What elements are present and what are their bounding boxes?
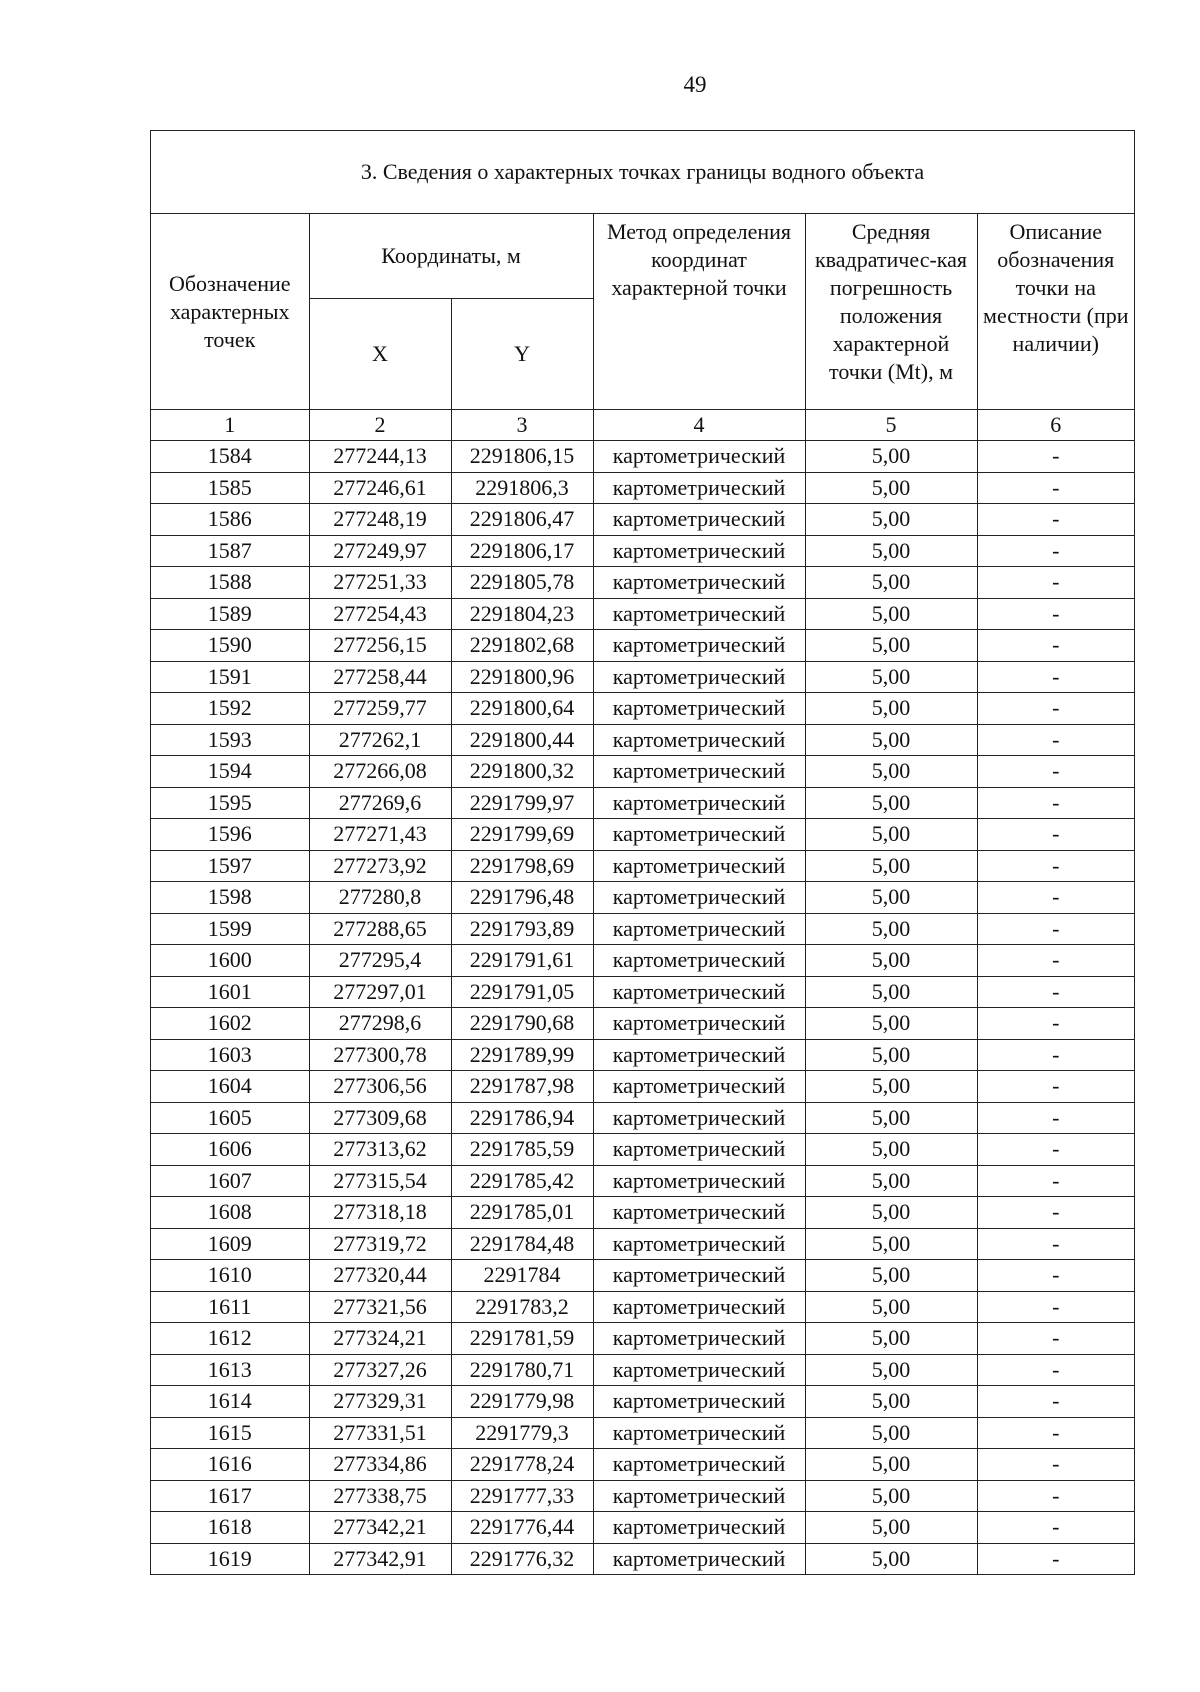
point-designation: 1619 [151, 1543, 309, 1574]
table-row [151, 630, 1134, 662]
point-designation: 1596 [151, 819, 309, 851]
header-description: Описание обозначения точки на местности (при наличии) [977, 214, 1134, 410]
point-description: - [977, 1039, 1134, 1071]
table-row [151, 472, 1134, 504]
point-designation: 1609 [151, 1228, 309, 1260]
column-number: 4 [593, 410, 805, 441]
rmse: 5,00 [805, 913, 977, 945]
point-description: - [977, 1480, 1134, 1512]
method: картометрический [593, 1512, 805, 1544]
rmse: 5,00 [805, 1512, 977, 1544]
method: картометрический [593, 1480, 805, 1512]
coord-y: 2291787,98 [451, 1071, 593, 1103]
coord-x: 277329,31 [309, 1386, 451, 1418]
point-description: - [977, 1417, 1134, 1449]
point-description: - [977, 1291, 1134, 1323]
point-designation: 1613 [151, 1354, 309, 1386]
table-row [151, 1228, 1134, 1260]
table-row [151, 1354, 1134, 1386]
point-designation: 1591 [151, 661, 309, 693]
point-description: - [977, 913, 1134, 945]
point-designation: 1617 [151, 1480, 309, 1512]
coord-x: 277262,1 [309, 724, 451, 756]
table-row [151, 535, 1134, 567]
method: картометрический [593, 1102, 805, 1134]
point-designation: 1616 [151, 1449, 309, 1481]
header-y: Y [451, 299, 593, 410]
coord-x: 277315,54 [309, 1165, 451, 1197]
table-row [151, 1291, 1134, 1323]
point-description: - [977, 882, 1134, 914]
point-designation: 1593 [151, 724, 309, 756]
rmse: 5,00 [805, 535, 977, 567]
point-designation: 1603 [151, 1039, 309, 1071]
coord-y: 2291783,2 [451, 1291, 593, 1323]
method: картометрический [593, 882, 805, 914]
table-row [151, 1512, 1134, 1544]
coord-y: 2291776,44 [451, 1512, 593, 1544]
method: картометрический [593, 756, 805, 788]
table-row [151, 1165, 1134, 1197]
table-row [151, 441, 1134, 473]
point-designation: 1585 [151, 472, 309, 504]
coord-x: 277273,92 [309, 850, 451, 882]
table-row [151, 1039, 1134, 1071]
point-designation: 1608 [151, 1197, 309, 1229]
rmse: 5,00 [805, 504, 977, 536]
method: картометрический [593, 661, 805, 693]
point-designation: 1588 [151, 567, 309, 599]
point-designation: 1598 [151, 882, 309, 914]
method: картометрический [593, 441, 805, 473]
coord-x: 277248,19 [309, 504, 451, 536]
table-row [151, 598, 1134, 630]
coord-y: 2291779,3 [451, 1417, 593, 1449]
method: картометрический [593, 1197, 805, 1229]
table-row [151, 1449, 1134, 1481]
coord-x: 277306,56 [309, 1071, 451, 1103]
coord-x: 277249,97 [309, 535, 451, 567]
point-description: - [977, 1260, 1134, 1292]
point-description: - [977, 1386, 1134, 1418]
table-row [151, 724, 1134, 756]
point-description: - [977, 787, 1134, 819]
table-title: 3. Сведения о характерных точках границы водного объекта [151, 131, 1134, 214]
method: картометрический [593, 630, 805, 662]
coord-y: 2291786,94 [451, 1102, 593, 1134]
table-row [151, 1323, 1134, 1355]
coord-x: 277320,44 [309, 1260, 451, 1292]
rmse: 5,00 [805, 1354, 977, 1386]
coord-y: 2291799,69 [451, 819, 593, 851]
header-rmse: Средняя квадратичес-кая погрешность положения характерной точки (Mt), м [805, 214, 977, 410]
coord-x: 277251,33 [309, 567, 451, 599]
method: картометрический [593, 535, 805, 567]
table-row [151, 850, 1134, 882]
point-description: - [977, 1008, 1134, 1040]
coord-y: 2291800,32 [451, 756, 593, 788]
table-row [151, 1102, 1134, 1134]
header-coordinates: Координаты, м [309, 214, 593, 299]
coord-x: 277295,4 [309, 945, 451, 977]
point-designation: 1602 [151, 1008, 309, 1040]
point-designation: 1584 [151, 441, 309, 473]
header-method: Метод определения координат характерной точки [593, 214, 805, 410]
point-designation: 1595 [151, 787, 309, 819]
method: картометрический [593, 945, 805, 977]
rmse: 5,00 [805, 693, 977, 725]
coord-x: 277342,91 [309, 1543, 451, 1574]
rmse: 5,00 [805, 1449, 977, 1481]
point-description: - [977, 945, 1134, 977]
method: картометрический [593, 472, 805, 504]
rmse: 5,00 [805, 1480, 977, 1512]
point-description: - [977, 472, 1134, 504]
table-row [151, 787, 1134, 819]
point-designation: 1590 [151, 630, 309, 662]
coord-y: 2291806,47 [451, 504, 593, 536]
coord-x: 277256,15 [309, 630, 451, 662]
rmse: 5,00 [805, 1323, 977, 1355]
rmse: 5,00 [805, 976, 977, 1008]
point-designation: 1614 [151, 1386, 309, 1418]
coord-x: 277258,44 [309, 661, 451, 693]
coord-y: 2291791,05 [451, 976, 593, 1008]
column-number: 5 [805, 410, 977, 441]
coord-y: 2291802,68 [451, 630, 593, 662]
point-designation: 1586 [151, 504, 309, 536]
table-row [151, 1480, 1134, 1512]
coord-y: 2291778,24 [451, 1449, 593, 1481]
method: картометрический [593, 1323, 805, 1355]
point-description: - [977, 1165, 1134, 1197]
point-designation: 1600 [151, 945, 309, 977]
table-row [151, 913, 1134, 945]
point-description: - [977, 598, 1134, 630]
coord-y: 2291798,69 [451, 850, 593, 882]
coord-y: 2291800,64 [451, 693, 593, 725]
method: картометрический [593, 787, 805, 819]
point-description: - [977, 1543, 1134, 1574]
method: картометрический [593, 1071, 805, 1103]
method: картометрический [593, 1386, 805, 1418]
table-row [151, 945, 1134, 977]
method: картометрический [593, 1354, 805, 1386]
page-number: 49 [683, 72, 707, 97]
table-row [151, 756, 1134, 788]
rmse: 5,00 [805, 567, 977, 599]
point-description: - [977, 1071, 1134, 1103]
table-row [151, 1071, 1134, 1103]
boundary-points-table [151, 214, 1134, 1574]
coord-x: 277246,61 [309, 472, 451, 504]
table-row [151, 567, 1134, 599]
point-description: - [977, 504, 1134, 536]
table-row [151, 661, 1134, 693]
table-row [151, 1134, 1134, 1166]
table-row [151, 1417, 1134, 1449]
coord-y: 2291777,33 [451, 1480, 593, 1512]
point-designation: 1615 [151, 1417, 309, 1449]
rmse: 5,00 [805, 1039, 977, 1071]
point-designation: 1612 [151, 1323, 309, 1355]
method: картометрический [593, 1165, 805, 1197]
point-designation: 1589 [151, 598, 309, 630]
column-number: 3 [451, 410, 593, 441]
coord-y: 2291785,42 [451, 1165, 593, 1197]
method: картометрический [593, 1543, 805, 1574]
coord-y: 2291779,98 [451, 1386, 593, 1418]
coord-x: 277342,21 [309, 1512, 451, 1544]
point-designation: 1618 [151, 1512, 309, 1544]
rmse: 5,00 [805, 1417, 977, 1449]
table-row [151, 882, 1134, 914]
coord-y: 2291796,48 [451, 882, 593, 914]
table-row [151, 1543, 1134, 1574]
coord-x: 277266,08 [309, 756, 451, 788]
coord-y: 2291793,89 [451, 913, 593, 945]
coord-x: 277300,78 [309, 1039, 451, 1071]
method: картометрический [593, 913, 805, 945]
coord-y: 2291806,15 [451, 441, 593, 473]
point-description: - [977, 630, 1134, 662]
coord-x: 277254,43 [309, 598, 451, 630]
point-designation: 1610 [151, 1260, 309, 1292]
coord-y: 2291785,59 [451, 1134, 593, 1166]
coord-y: 2291799,97 [451, 787, 593, 819]
method: картометрический [593, 1008, 805, 1040]
point-designation: 1587 [151, 535, 309, 567]
boundary-points-table-frame [150, 130, 1135, 1575]
coord-x: 277334,86 [309, 1449, 451, 1481]
rmse: 5,00 [805, 1260, 977, 1292]
table-row [151, 504, 1134, 536]
point-description: - [977, 1323, 1134, 1355]
table-row [151, 976, 1134, 1008]
point-description: - [977, 724, 1134, 756]
point-description: - [977, 1354, 1134, 1386]
method: картометрический [593, 693, 805, 725]
column-number: 2 [309, 410, 451, 441]
rmse: 5,00 [805, 1102, 977, 1134]
coord-x: 277321,56 [309, 1291, 451, 1323]
method: картометрический [593, 819, 805, 851]
header-designation: Обозначение характерных точек [151, 214, 309, 410]
method: картометрический [593, 1291, 805, 1323]
coord-x: 277319,72 [309, 1228, 451, 1260]
coord-x: 277338,75 [309, 1480, 451, 1512]
rmse: 5,00 [805, 724, 977, 756]
point-designation: 1594 [151, 756, 309, 788]
point-designation: 1592 [151, 693, 309, 725]
point-description: - [977, 1449, 1134, 1481]
method: картометрический [593, 504, 805, 536]
method: картометрический [593, 1039, 805, 1071]
point-description: - [977, 693, 1134, 725]
rmse: 5,00 [805, 661, 977, 693]
method: картометрический [593, 1260, 805, 1292]
coord-x: 277297,01 [309, 976, 451, 1008]
rmse: 5,00 [805, 630, 977, 662]
point-description: - [977, 756, 1134, 788]
coord-y: 2291806,3 [451, 472, 593, 504]
point-designation: 1606 [151, 1134, 309, 1166]
point-designation: 1604 [151, 1071, 309, 1103]
method: картометрический [593, 1228, 805, 1260]
rmse: 5,00 [805, 1543, 977, 1574]
coord-y: 2291805,78 [451, 567, 593, 599]
method: картометрический [593, 850, 805, 882]
method: картометрический [593, 1134, 805, 1166]
column-number: 1 [151, 410, 309, 441]
table-row [151, 1008, 1134, 1040]
coord-x: 277269,6 [309, 787, 451, 819]
coord-x: 277313,62 [309, 1134, 451, 1166]
point-designation: 1605 [151, 1102, 309, 1134]
point-description: - [977, 567, 1134, 599]
point-designation: 1599 [151, 913, 309, 945]
rmse: 5,00 [805, 819, 977, 851]
point-designation: 1597 [151, 850, 309, 882]
point-description: - [977, 1197, 1134, 1229]
rmse: 5,00 [805, 850, 977, 882]
point-description: - [977, 441, 1134, 473]
rmse: 5,00 [805, 1291, 977, 1323]
method: картометрический [593, 1449, 805, 1481]
coord-x: 277324,21 [309, 1323, 451, 1355]
point-description: - [977, 535, 1134, 567]
coord-y: 2291781,59 [451, 1323, 593, 1355]
rmse: 5,00 [805, 1197, 977, 1229]
point-description: - [977, 819, 1134, 851]
point-description: - [977, 661, 1134, 693]
coord-x: 277280,8 [309, 882, 451, 914]
point-designation: 1607 [151, 1165, 309, 1197]
coord-y: 2291789,99 [451, 1039, 593, 1071]
column-numbers-row [151, 410, 1134, 441]
column-number: 6 [977, 410, 1134, 441]
coord-x: 277318,18 [309, 1197, 451, 1229]
rmse: 5,00 [805, 787, 977, 819]
coord-y: 2291784,48 [451, 1228, 593, 1260]
table-row [151, 1260, 1134, 1292]
point-designation: 1611 [151, 1291, 309, 1323]
coord-x: 277244,13 [309, 441, 451, 473]
coord-y: 2291791,61 [451, 945, 593, 977]
point-description: - [977, 850, 1134, 882]
rmse: 5,00 [805, 945, 977, 977]
method: картометрический [593, 724, 805, 756]
coord-y: 2291790,68 [451, 1008, 593, 1040]
rmse: 5,00 [805, 1228, 977, 1260]
table-row [151, 1386, 1134, 1418]
point-description: - [977, 1228, 1134, 1260]
coord-x: 277288,65 [309, 913, 451, 945]
rmse: 5,00 [805, 472, 977, 504]
rmse: 5,00 [805, 598, 977, 630]
method: картометрический [593, 567, 805, 599]
point-description: - [977, 1134, 1134, 1166]
rmse: 5,00 [805, 1134, 977, 1166]
rmse: 5,00 [805, 1165, 977, 1197]
method: картометрический [593, 598, 805, 630]
header-x: X [309, 299, 451, 410]
coord-y: 2291780,71 [451, 1354, 593, 1386]
point-description: - [977, 1512, 1134, 1544]
coord-x: 277259,77 [309, 693, 451, 725]
rmse: 5,00 [805, 1008, 977, 1040]
coord-x: 277298,6 [309, 1008, 451, 1040]
coord-x: 277309,68 [309, 1102, 451, 1134]
method: картометрический [593, 1417, 805, 1449]
rmse: 5,00 [805, 756, 977, 788]
method: картометрический [593, 976, 805, 1008]
coord-y: 2291800,44 [451, 724, 593, 756]
table-body [151, 441, 1134, 1575]
coord-y: 2291776,32 [451, 1543, 593, 1574]
rmse: 5,00 [805, 882, 977, 914]
coord-y: 2291800,96 [451, 661, 593, 693]
point-designation: 1601 [151, 976, 309, 1008]
table-row [151, 693, 1134, 725]
rmse: 5,00 [805, 1071, 977, 1103]
coord-y: 2291804,23 [451, 598, 593, 630]
table-row [151, 819, 1134, 851]
coord-y: 2291806,17 [451, 535, 593, 567]
coord-x: 277271,43 [309, 819, 451, 851]
table-row [151, 1197, 1134, 1229]
coord-y: 2291784 [451, 1260, 593, 1292]
coord-x: 277331,51 [309, 1417, 451, 1449]
rmse: 5,00 [805, 1386, 977, 1418]
coord-y: 2291785,01 [451, 1197, 593, 1229]
point-description: - [977, 1102, 1134, 1134]
point-description: - [977, 976, 1134, 1008]
rmse: 5,00 [805, 441, 977, 473]
coord-x: 277327,26 [309, 1354, 451, 1386]
